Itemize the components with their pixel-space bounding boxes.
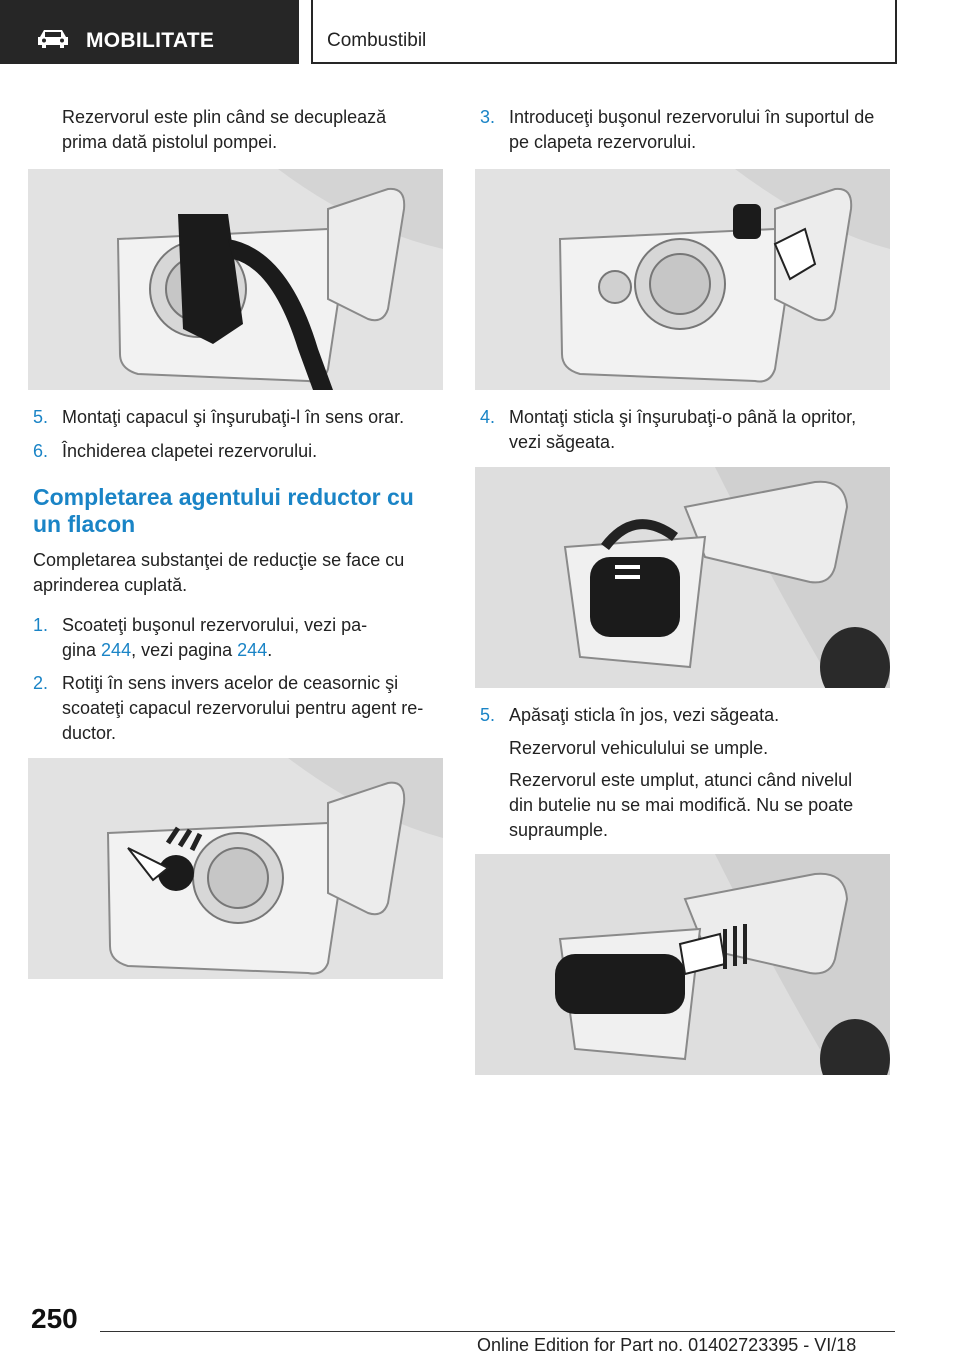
step-text-line-2 (62, 638, 272, 663)
step-text: Rotiţi în sens invers acelor de ceasornic şi (62, 673, 399, 693)
figure-bottle-screw (475, 467, 890, 688)
step-text: scoateţi capacul rezervorului pentru agent re- (62, 698, 424, 718)
paragraph-line-1: Completarea substanţei de reducţie se face cu (33, 550, 405, 570)
sub-text: supraumple. (509, 820, 609, 840)
step-text: vezi săgeata. (509, 432, 616, 452)
step-text: Montaţi sticla şi înşurubaţi-o până la opritor, (509, 407, 857, 427)
step-number: 3. (480, 107, 496, 127)
step-text: Introduceţi buşonul rezervorului în suportul de (509, 107, 875, 127)
page-link[interactable]: 244 (237, 640, 268, 660)
step-text: Scoateţi buşonul rezervorului, vezi pa- (62, 615, 368, 635)
step-number: 5. (33, 407, 49, 427)
step-text: Apăsaţi sticla în jos, vezi săgeata. (509, 705, 780, 725)
section-heading (33, 484, 443, 538)
sub-text: Rezervorul vehiculului se umple. (509, 738, 769, 758)
sub-text: Rezervorul este umplut, atunci când nivelul (509, 770, 853, 790)
step-number: 2. (33, 673, 49, 693)
text-fragment: . (267, 640, 273, 660)
chapter-label: Combustibil (327, 30, 427, 51)
text-fragment: gina (62, 640, 102, 660)
text-fragment: , vezi pagina (131, 640, 238, 660)
heading-line-1: Completarea agentului reductor cu (33, 484, 414, 510)
figure-bottle-press (475, 854, 890, 1075)
step-text: pe clapeta rezervorului. (509, 132, 697, 152)
step-text: Montaţi capacul şi înşurubaţi-l în sens orar. (62, 407, 405, 427)
step-number: 1. (33, 615, 49, 635)
step-text: ductor. (62, 723, 117, 743)
sub-text: din butelie nu se mai modifică. Nu se poate (509, 795, 854, 815)
car-icon (36, 28, 70, 48)
section-tab (0, 0, 299, 64)
step-number: 6. (33, 441, 49, 461)
section-label: MOBILITATE (86, 29, 215, 52)
figure-cap-holder (475, 169, 890, 390)
step-number: 5. (480, 705, 496, 725)
edition-text: Online Edition for Part no. 01402723395 - VI/18 (477, 1335, 857, 1355)
intro-text-line-2: prima dată pistolul pompei. (62, 132, 278, 152)
page-link[interactable]: 244 (101, 640, 132, 660)
step-text: Închiderea clapetei rezervorului. (62, 441, 318, 461)
footer-divider (100, 1331, 895, 1332)
step-number: 4. (480, 407, 496, 427)
chapter-tab (311, 0, 897, 64)
heading-line-2: un flacon (33, 511, 136, 537)
intro-text-line-1: Rezervorul este plin când se decuplează (62, 107, 387, 127)
figure-fuel-nozzle (28, 169, 443, 390)
paragraph-line-2: aprinderea cuplată. (33, 575, 188, 595)
figure-reducer-cap (28, 758, 443, 979)
page-number: 250 (31, 1303, 78, 1334)
